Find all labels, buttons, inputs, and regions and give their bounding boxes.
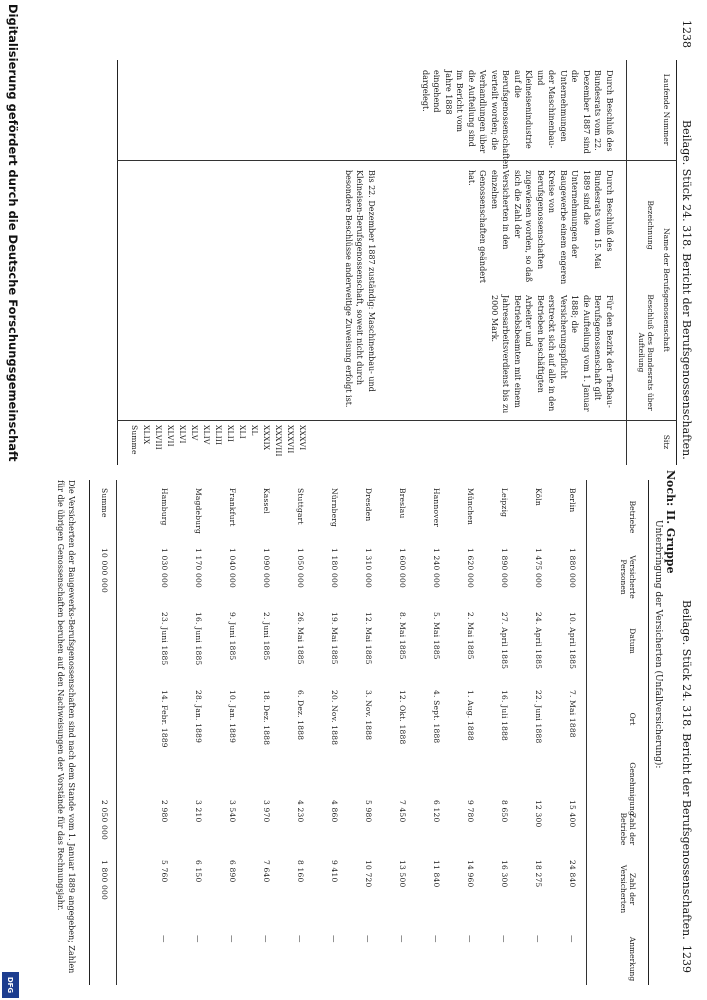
- left-row-number: XXXVIII: [274, 425, 283, 457]
- running-header-left: Beilage. Stück 24. 318. Bericht der Berufsgenossenschaften.: [680, 120, 693, 460]
- right-cell: 9 410: [330, 860, 339, 883]
- right-head: Zahl der Betriebe: [619, 812, 637, 846]
- right-cell: 1. Aug. 1888: [466, 690, 475, 741]
- right-cell: —: [432, 935, 441, 943]
- left-paragraph-2: Durch Beschluß des Bundesrats vom 15. Mai 1889 sind die Unternehmungen der Baugewerbe einem engeren Kreise von Berufsgenossenschaften zugewiesen worden, so daß sich die Zahl der Versicherten in den einzelnen Genossenschaften geändert hat.: [467, 170, 614, 285]
- right-cell: 24 840: [568, 860, 577, 888]
- right-cell: 1 880 000: [568, 548, 577, 588]
- right-cell: 1 240 000: [432, 548, 441, 588]
- right-footnote: Die Versicherten der Baugewerks-Berufsgenossenschaften sind nach dem Stande vom 1. Januar 1889 angegeben; Zahlen für die übrigen Genossenschaften beruhen auf den Nachweisungen der Vorstände für das Rechnungsjahr.: [56, 480, 76, 974]
- right-cell: 22. Juni 1888: [534, 690, 543, 744]
- right-head: Betriebe: [628, 500, 637, 534]
- left-head-1: Laufende Nummer: [662, 73, 671, 146]
- left-header-rule: [626, 60, 627, 465]
- right-cell: 8 650: [500, 800, 509, 823]
- right-cell: 24. April 1885: [534, 612, 543, 670]
- right-cell: 3 540: [228, 800, 237, 823]
- left-head-5: Sitz: [662, 434, 671, 450]
- page-number-left: 1238: [680, 20, 693, 48]
- right-cell: Hamburg: [160, 488, 169, 526]
- right-cell: 1 040 000: [228, 548, 237, 588]
- right-cell: 1 050 000: [296, 548, 305, 588]
- left-row-number: XLIX: [142, 425, 151, 445]
- right-cell: 2. Mai 1885: [466, 612, 475, 660]
- right-cell: 7 450: [398, 800, 407, 823]
- right-cell: —: [160, 935, 169, 943]
- right-cell: 8 160: [296, 860, 305, 883]
- left-row-number: XLVI: [178, 425, 187, 444]
- right-table-title: Unterbringung der Versicherten (Unfallversicherung):: [653, 520, 663, 769]
- right-cell: 2 980: [160, 800, 169, 823]
- right-sum-b: 10 000 000: [100, 548, 109, 593]
- right-cell: 5 760: [160, 860, 169, 883]
- right-cell: Frankfurt: [228, 488, 237, 527]
- right-cell: 8. Mai 1885: [398, 612, 407, 660]
- left-row-number: XLVII: [166, 425, 175, 447]
- right-cell: 7 640: [262, 860, 271, 883]
- right-cell: 28. Jan. 1889: [194, 690, 203, 744]
- right-cell: 9 780: [466, 800, 475, 823]
- right-cell: 1 030 000: [160, 548, 169, 588]
- right-cell: 1 890 000: [500, 548, 509, 588]
- right-cell: —: [194, 935, 203, 943]
- right-cell: 1 310 000: [364, 548, 373, 588]
- right-cell: 14 960: [466, 860, 475, 888]
- right-cell: 27. April 1885: [500, 612, 509, 670]
- right-sum-label: Summe: [100, 488, 109, 518]
- section-title: Noch: II. Gruppe: [664, 470, 677, 574]
- right-cell: Hannover: [432, 488, 441, 528]
- right-cell: Leipzig: [500, 488, 509, 518]
- right-cell: 26. Mai 1885: [296, 612, 305, 665]
- right-cell: Nürnberg: [330, 488, 339, 528]
- left-row-number: Summe: [130, 425, 139, 455]
- right-cell: —: [398, 935, 407, 943]
- dfg-strip: [0, 0, 22, 1000]
- right-cell: 18. Dez. 1888: [262, 690, 271, 746]
- right-cell: 6 890: [228, 860, 237, 883]
- left-paragraph-1: Durch Beschluß des Bundesrats vom 22. Dezember 1887 sind die Unternehmungen der Maschinenbau- und Kleineisenindustrie auf die Berufsgenossenschaften verteilt worden; die Verhandlungen über die Aufteilung sind im Bericht vom Jahre 1888 eingehend dargelegt.: [421, 70, 614, 170]
- right-cell: Berlin: [568, 488, 577, 513]
- right-cell: —: [568, 935, 577, 943]
- right-cell: Köln: [534, 488, 543, 506]
- left-row-number: XXXIX: [262, 425, 271, 451]
- left-row-number: XXXVI: [298, 425, 307, 451]
- right-cell: 12. Mai 1885: [364, 612, 373, 665]
- right-head: Anmerkung: [628, 936, 637, 982]
- page-number-right: 1239: [680, 945, 693, 973]
- right-cell: 2. Juni 1885: [262, 612, 271, 661]
- right-cell: 15 400: [568, 800, 577, 828]
- right-cell: 5 980: [364, 800, 373, 823]
- right-cell: 6. Dez. 1888: [296, 690, 305, 741]
- right-cell: Stuttgart: [296, 488, 305, 525]
- right-cell: 1 600 000: [398, 548, 407, 588]
- dfg-logo: [2, 972, 19, 998]
- right-cell: 1 090 000: [262, 548, 271, 588]
- right-cell: 16 300: [500, 860, 509, 888]
- right-cell: Magdeburg: [194, 488, 203, 535]
- right-cell: 7. Mai 1888: [568, 690, 577, 738]
- right-cell: 1 180 000: [330, 548, 339, 588]
- right-cell: 6 150: [194, 860, 203, 883]
- left-head-2: Name der Berufsgenossenschaft: [662, 228, 671, 352]
- right-cell: 16. Juli 1888: [500, 690, 509, 742]
- right-cell: 23. Juni 1885: [160, 612, 169, 666]
- left-row-number: XL: [250, 425, 259, 436]
- right-cell: 4 230: [296, 800, 305, 823]
- running-header-right: Beilage. Stück 24. 318. Bericht der Berufsgenossenschaften.: [680, 600, 693, 940]
- right-cell: 19. Mai 1885: [330, 612, 339, 665]
- left-row-number: XLV: [190, 425, 199, 441]
- left-row-number: XLI: [238, 425, 247, 439]
- right-cell: Dresden: [364, 488, 373, 522]
- right-cell: —: [364, 935, 373, 943]
- left-row-number: XLIV: [202, 425, 211, 445]
- right-cell: 1 620 000: [466, 548, 475, 588]
- dfg-logo-text: DFG: [6, 976, 15, 994]
- left-col-rule-2: [117, 160, 677, 161]
- right-cell: München: [466, 488, 475, 526]
- right-sum-f: 1 800 000: [100, 860, 109, 900]
- right-cell: 9. Juni 1885: [228, 612, 237, 661]
- left-col-rule-1: [117, 420, 677, 421]
- right-cell: 4 860: [330, 800, 339, 823]
- right-cell: —: [534, 935, 543, 943]
- right-head: Versicherte Personen: [619, 555, 637, 599]
- right-cell: 10 720: [364, 860, 373, 888]
- right-cell: 10. April 1885: [568, 612, 577, 670]
- right-cell: 11 840: [432, 860, 441, 888]
- right-cell: 1 170 000: [194, 548, 203, 588]
- right-cell: 12 300: [534, 800, 543, 828]
- right-cell: —: [500, 935, 509, 943]
- right-cell: 4. Sept. 1888: [432, 690, 441, 744]
- dfg-credit: Digitalisierung gefördert durch die Deutsche Forschungsgemeinschaft: [6, 4, 20, 462]
- right-cell: 5. Mai 1885: [432, 612, 441, 660]
- left-paragraph-3: Für den Bezirk der Tiefbau-Berufsgenossenschaft gilt die Aufteilung vom 1. Januar 1888; die Versicherungspflicht erstreckt sich auf alle in den Betrieben beschäftigten Arbeiter und Betriebsbeamten mit einem Jahresarbeitsverdienst bis zu 2000 Mark.: [490, 295, 614, 414]
- left-head-4: Beschluß des Bundesrats über Aufteilung: [637, 294, 655, 411]
- right-cell: 6 120: [432, 800, 441, 823]
- right-cell: 3 210: [194, 800, 203, 823]
- left-note: Bis 22. Dezember 1887 zuständig: Maschinenbau- und Kleineisen-Berufsgenossenschaft, soweit nicht durch besondere Beschlüsse anderweitige Zuweisung erfolgt ist.: [344, 170, 376, 408]
- right-sum-e: 2 050 000: [100, 800, 109, 840]
- right-cell: —: [330, 935, 339, 943]
- right-cell: 3 970: [262, 800, 271, 823]
- right-cell: 13 500: [398, 860, 407, 888]
- right-cell: 18 275: [534, 860, 543, 888]
- right-cell: 14. Febr. 1889: [160, 690, 169, 748]
- right-cell: 12. Okt. 1888: [398, 690, 407, 745]
- left-row-number: XLII: [226, 425, 235, 443]
- right-head: Datum: [628, 628, 637, 654]
- right-header-rule: [586, 480, 587, 985]
- right-head: Zahl der Versicherten: [619, 864, 637, 914]
- right-cell: Breslau: [398, 488, 407, 519]
- left-head-3: Bezeichnung: [646, 200, 655, 250]
- right-cell: Kassel: [262, 488, 271, 514]
- right-cell: —: [228, 935, 237, 943]
- right-cell: 1 475 000: [534, 548, 543, 588]
- right-cell: —: [262, 935, 271, 943]
- right-cell: —: [296, 935, 305, 943]
- right-head: Ort: [628, 712, 637, 726]
- left-row-number: XXXVII: [286, 425, 295, 454]
- right-head: Genehmigung: [628, 762, 637, 816]
- right-sum-rule: [116, 480, 117, 985]
- right-cell: —: [466, 935, 475, 943]
- left-row-number: XLIII: [214, 425, 223, 446]
- left-row-number: XLVIII: [154, 425, 163, 450]
- right-cell: 20. Nov. 1888: [330, 690, 339, 746]
- right-cell: 10. Jan. 1889: [228, 690, 237, 744]
- right-cell: 16. Juni 1885: [194, 612, 203, 666]
- right-cell: 3. Nov. 1888: [364, 690, 373, 741]
